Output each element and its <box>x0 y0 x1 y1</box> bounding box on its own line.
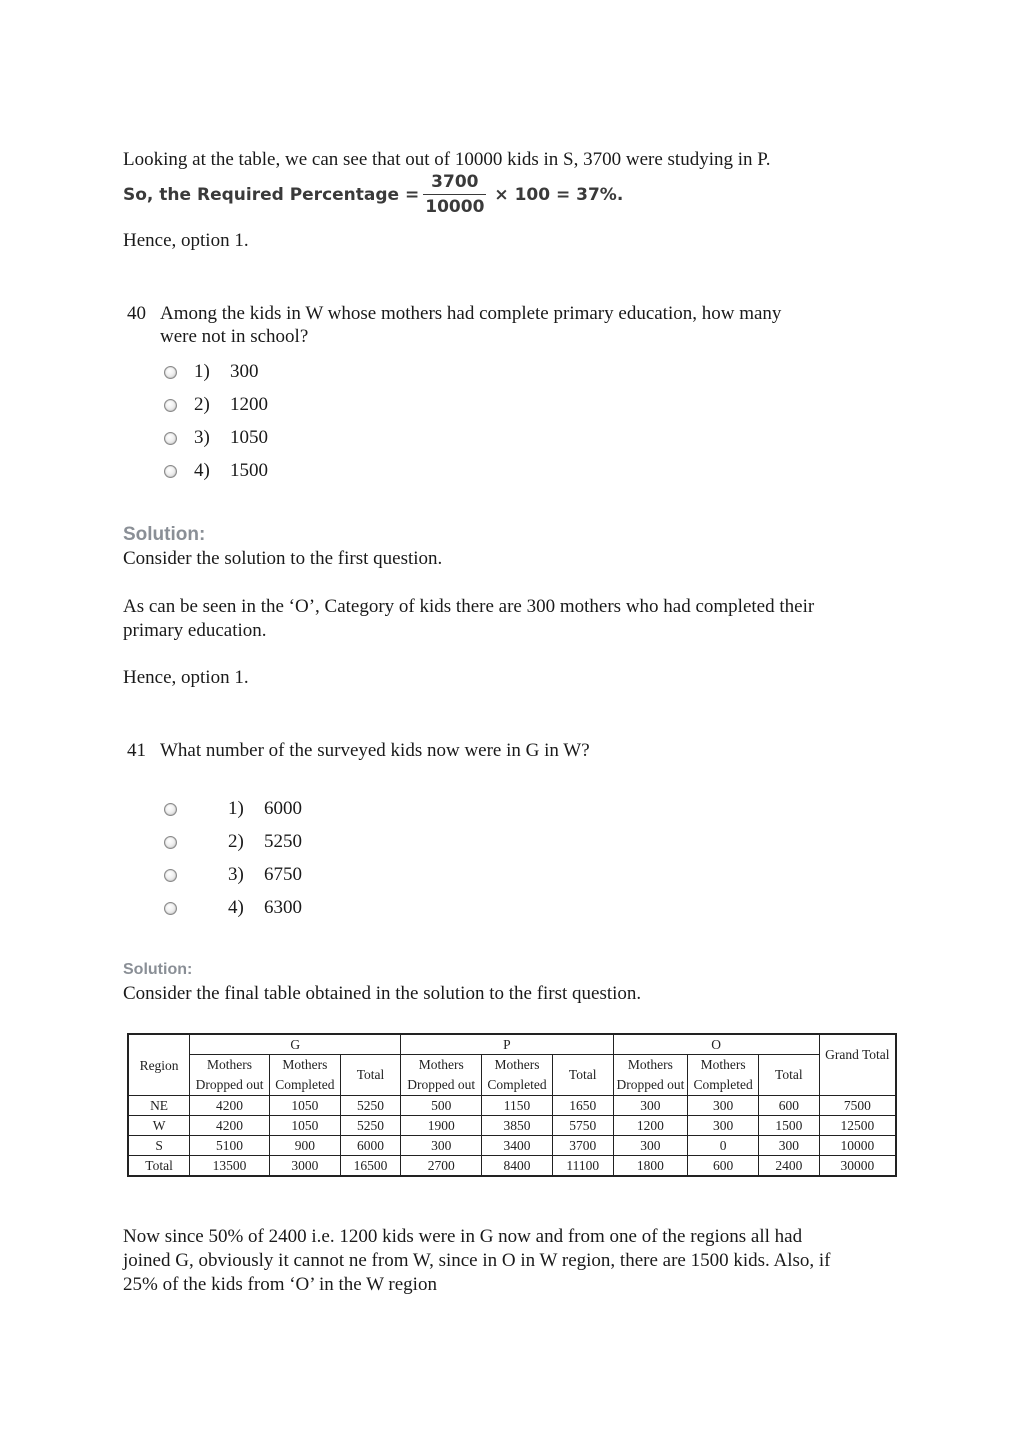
table-header-cell: Mothers Dropped out <box>190 1055 270 1096</box>
table-cell: 3700 <box>552 1136 613 1156</box>
option-value: 6300 <box>264 897 302 918</box>
formula-fraction <box>423 172 486 217</box>
solution-text: Consider the solution to the first question. <box>123 548 443 569</box>
solution-text: Consider the final table obtained in the solution to the first question. <box>123 983 642 1004</box>
table-cell: 300 <box>688 1116 759 1136</box>
table-header-cell: Total <box>552 1055 613 1096</box>
table-cell: 3400 <box>482 1136 553 1156</box>
radio-icon[interactable] <box>164 836 177 849</box>
formula-prefix: So, the Required Percentage = <box>123 184 420 205</box>
table-cell: 900 <box>269 1136 340 1156</box>
solution-text: As can be seen in the ‘O’, Category of kids there are 300 mothers who had completed their <box>123 596 815 617</box>
table-group-header: O <box>613 1034 819 1055</box>
table-row <box>128 1156 896 1177</box>
table-cell: 7500 <box>819 1096 896 1116</box>
table-cell: 30000 <box>819 1156 896 1177</box>
solution-text: primary education. <box>123 620 267 641</box>
option-number: 3) <box>228 864 244 885</box>
intro-text: Looking at the table, we can see that out of 10000 kids in S, 3700 were studying in P. <box>123 149 771 170</box>
option-value: 6750 <box>264 864 302 885</box>
solution-heading: Solution: <box>123 961 193 978</box>
question-text: What number of the surveyed kids now were in G in W? <box>160 740 590 761</box>
option-value: 5250 <box>264 831 302 852</box>
closing-text: 25% of the kids from ‘O’ in the W region <box>123 1274 437 1295</box>
table-cell: 11100 <box>552 1156 613 1177</box>
table-body <box>128 1096 896 1177</box>
table-row <box>128 1136 896 1156</box>
radio-icon[interactable] <box>164 902 177 915</box>
formula-numerator: 3700 <box>431 172 479 192</box>
table-cell: 4200 <box>190 1116 270 1136</box>
table-row-label: Total <box>128 1156 190 1177</box>
table-row-label: W <box>128 1116 190 1136</box>
table-cell: 0 <box>688 1136 759 1156</box>
table-cell: 1500 <box>759 1116 820 1136</box>
table-cell: 2400 <box>759 1156 820 1177</box>
question-number: 41 <box>127 740 146 761</box>
option-value: 1200 <box>230 394 268 415</box>
formula-denominator: 10000 <box>423 194 486 217</box>
option-number: 2) <box>194 394 210 415</box>
option-value: 300 <box>230 361 259 382</box>
radio-icon[interactable] <box>164 465 177 478</box>
table-cell: 4200 <box>190 1096 270 1116</box>
table-cell: 300 <box>613 1096 688 1116</box>
table-header-cell: Mothers Dropped out <box>401 1055 482 1096</box>
question-text: Among the kids in W whose mothers had complete primary education, how many <box>160 303 782 324</box>
radio-icon[interactable] <box>164 366 177 379</box>
table-cell: 2700 <box>401 1156 482 1177</box>
table-cell: 16500 <box>340 1156 401 1177</box>
table-cell: 10000 <box>819 1136 896 1156</box>
table-header-cell: Mothers Completed <box>482 1055 553 1096</box>
option-number: 4) <box>228 897 244 918</box>
option-number: 4) <box>194 460 210 481</box>
radio-icon[interactable] <box>164 869 177 882</box>
table-row-label: S <box>128 1136 190 1156</box>
table-cell: 300 <box>401 1136 482 1156</box>
table-cell: 13500 <box>190 1156 270 1177</box>
table-cell: 300 <box>688 1096 759 1116</box>
table-row <box>128 1116 896 1136</box>
table-cell: 600 <box>759 1096 820 1116</box>
table-header-cell: Grand Total <box>819 1034 896 1096</box>
table-cell: 3000 <box>269 1156 340 1177</box>
closing-text: Now since 50% of 2400 i.e. 1200 kids were in G now and from one of the regions all had <box>123 1226 803 1247</box>
table-row-label: NE <box>128 1096 190 1116</box>
table-cell: 600 <box>688 1156 759 1177</box>
table-group-header: P <box>401 1034 613 1055</box>
table-group-header-row <box>128 1034 896 1055</box>
table-cell: 1800 <box>613 1156 688 1177</box>
table-cell: 300 <box>613 1136 688 1156</box>
data-table <box>127 1033 897 1177</box>
table-cell: 1050 <box>269 1116 340 1136</box>
option-value: 1500 <box>230 460 268 481</box>
table-cell: 1650 <box>552 1096 613 1116</box>
table-row <box>128 1096 896 1116</box>
table-header-cell: Total <box>340 1055 401 1096</box>
table-group-header: G <box>190 1034 401 1055</box>
table-cell: 12500 <box>819 1116 896 1136</box>
table-header-cell: Total <box>759 1055 820 1096</box>
percentage-formula <box>123 172 623 217</box>
table-cell: 5100 <box>190 1136 270 1156</box>
table-cell: 300 <box>759 1136 820 1156</box>
table-cell: 3850 <box>482 1116 553 1136</box>
table-header-cell: Mothers Dropped out <box>613 1055 688 1096</box>
table-cell: 6000 <box>340 1136 401 1156</box>
table-header-cell: Region <box>128 1034 190 1096</box>
question-text: were not in school? <box>160 326 309 347</box>
question-number: 40 <box>127 303 146 324</box>
option-number: 1) <box>194 361 210 382</box>
table-header-cell: Mothers Completed <box>269 1055 340 1096</box>
table-cell: 5250 <box>340 1096 401 1116</box>
table-cell: 1900 <box>401 1116 482 1136</box>
closing-text: joined G, obviously it cannot ne from W, since in O in W region, there are 1500 kids. Also, if <box>123 1250 831 1271</box>
table-cell: 5250 <box>340 1116 401 1136</box>
radio-icon[interactable] <box>164 432 177 445</box>
option-number: 1) <box>228 798 244 819</box>
option-value: 1050 <box>230 427 268 448</box>
solution-hence: Hence, option 1. <box>123 667 249 688</box>
option-number: 2) <box>228 831 244 852</box>
table-cell: 1200 <box>613 1116 688 1136</box>
solution-heading: Solution: <box>123 524 206 545</box>
table-cell: 1150 <box>482 1096 553 1116</box>
formula-suffix: × 100 = 37%. <box>494 184 624 205</box>
table-subheader-row <box>128 1055 896 1096</box>
intro-hence: Hence, option 1. <box>123 230 249 251</box>
option-number: 3) <box>194 427 210 448</box>
option-value: 6000 <box>264 798 302 819</box>
radio-icon[interactable] <box>164 803 177 816</box>
table-cell: 1050 <box>269 1096 340 1116</box>
table-header-cell: Mothers Completed <box>688 1055 759 1096</box>
table-cell: 5750 <box>552 1116 613 1136</box>
table-cell: 500 <box>401 1096 482 1116</box>
table-cell: 8400 <box>482 1156 553 1177</box>
radio-icon[interactable] <box>164 399 177 412</box>
